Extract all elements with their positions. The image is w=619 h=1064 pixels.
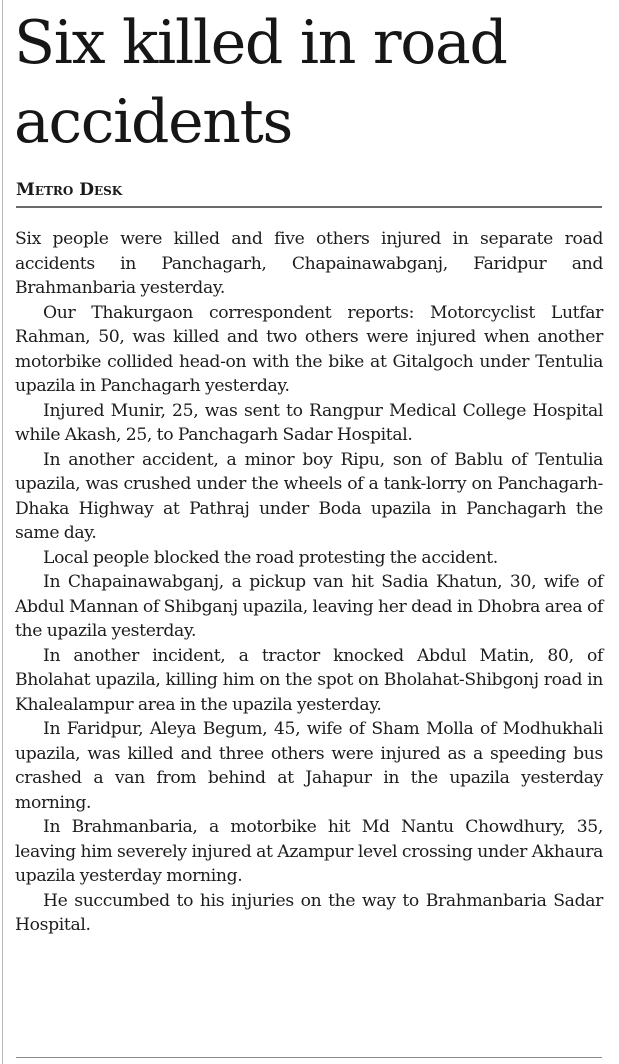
headline: Six killed in road accidents xyxy=(14,8,507,157)
byline: Metro Desk xyxy=(16,180,123,200)
article-body xyxy=(15,227,603,938)
paragraph: In Chapainawabganj, a pickup van hit Sadia Khatun, 30, wife of Abdul Mannan of Shibganj upazila, leaving her dead in Dhobra area of the upazila yesterday. xyxy=(15,572,603,641)
paragraph: Injured Munir, 25, was sent to Rangpur Medical College Hospital while Akash, 25, to Panchagarh Sadar Hospital. xyxy=(15,400,603,445)
column-divider xyxy=(2,0,3,1064)
paragraph: In Faridpur, Aleya Begum, 45, wife of Sham Molla of Modhukhali upazila, was killed and three others were injured as a speeding bus crashed a van from behind at Jahapur in the upazila yesterday morning. xyxy=(15,719,603,813)
paragraph: He succumbed to his injuries on the way to Brahmanbaria Sadar Hospital. xyxy=(15,890,603,935)
paragraph: In Brahmanbaria, a motorbike hit Md Nantu Chowdhury, 35, leaving him severely injured at Azampur level crossing under Akhaura upazila yesterday morning. xyxy=(15,817,603,886)
byline-divider xyxy=(16,206,602,208)
paragraph: Local people blocked the road protesting the accident. xyxy=(43,547,498,568)
paragraph: In another accident, a minor boy Ripu, son of Bablu of Tentulia upazila, was crushed under the wheels of a tank-lorry on Panchagarh-Dhaka Highway at Pathraj under Boda upazila in Panchagarh the same day. xyxy=(15,449,603,543)
paragraph: In another incident, a tractor knocked Abdul Matin, 80, of Bholahat upazila, killing him on the spot on Bholahat-Shibgonj road in Khalealampur area in the upazila yesterday. xyxy=(15,645,603,715)
bottom-divider xyxy=(16,1057,602,1058)
paragraph: Our Thakurgaon correspondent reports: Motorcyclist Lutfar Rahman, 50, was killed and two others were injured when another motorbike collided head-on with the bike at Gitalgoch under Tentulia upazila in Panchagarh yesterday. xyxy=(15,302,603,396)
paragraph-intro: Six people were killed and five others injured in separate road accidents in Panchagarh, Chapainawabganj, Faridpur and Brahmanbaria yesterday. xyxy=(15,229,603,298)
